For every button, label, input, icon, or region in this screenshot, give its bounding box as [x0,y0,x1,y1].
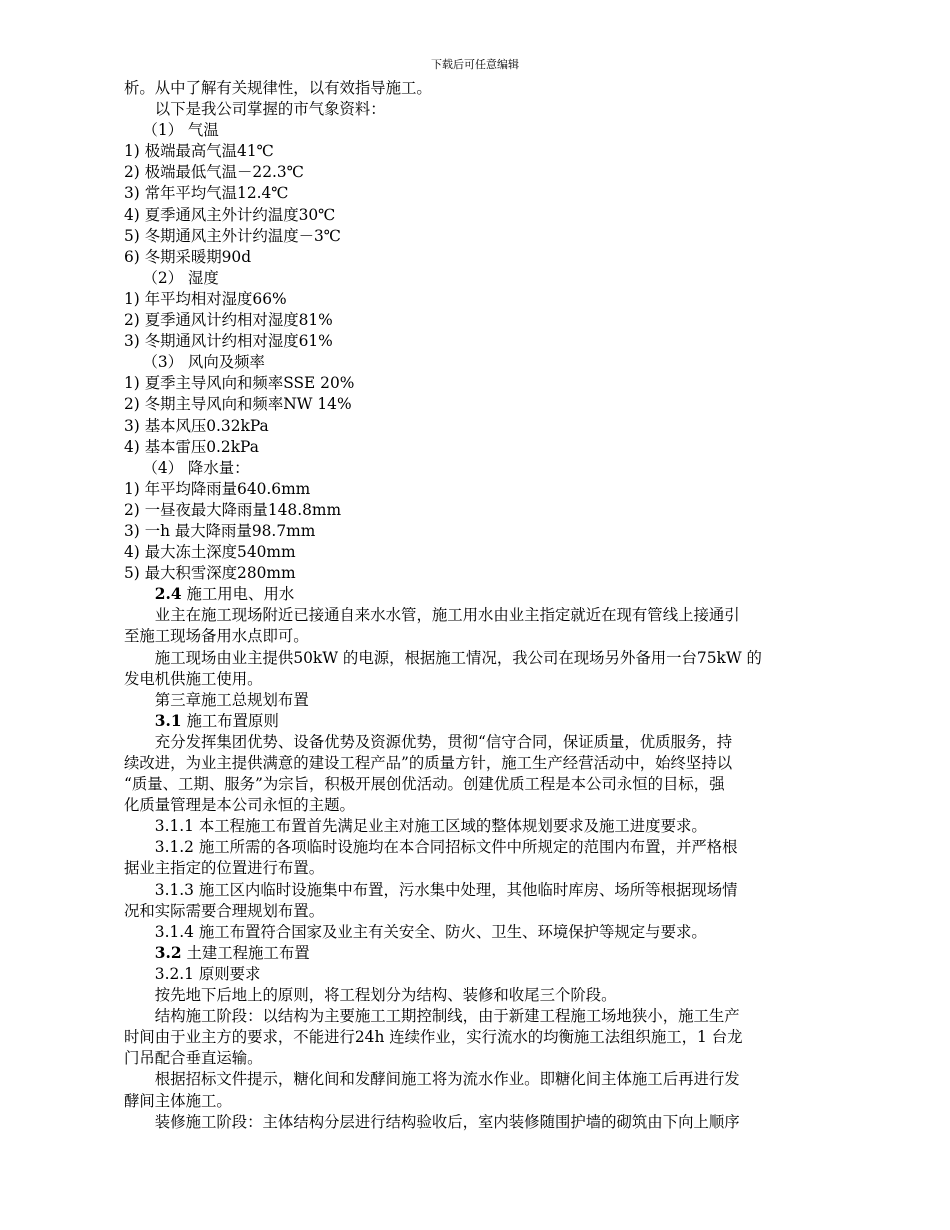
subheading: （1） 气温 [142,121,219,140]
text-line: 根据招标文件提示，糖化间和发酵间施工将为流水作业。即糖化间主体施工后再进行发 [154,1070,740,1089]
list-item: 3) 基本风压0.32kPa [124,416,269,435]
list-item: 6) 冬期采暖期90d [124,247,252,266]
list-item: 2) 一昼夜最大降雨量148.8mm [124,500,342,519]
list-item: 5) 最大积雪深度280mm [124,564,296,583]
text-line: 化质量管理是本公司永恒的主题。 [124,796,355,815]
section-heading-3-2 [124,943,872,964]
section-number: 3.1 [154,711,182,730]
text-line: 3.1.3 施工区内临时设施集中布置，污水集中处理，其他临时库房、场所等根据现场情 [154,880,738,899]
list-item: 1) 年平均降雨量640.6mm [124,479,311,498]
section-title: 土建工程施工布置 [186,943,310,962]
subsection-heading: 3.2.1 原则要求 [154,964,261,983]
text-line: 装修施工阶段：主体结构分层进行结构验收后，室内装修随围护墙的砌筑由下向上顺序 [154,1112,740,1131]
chapter-heading: 第三章施工总规划布置 [154,690,309,709]
list-item: 5) 冬期通风主外计约温度－3℃ [124,226,341,245]
subheading: （2） 湿度 [142,268,219,287]
text-line: 业主在施工现场附近已接通自来水水管，施工用水由业主指定就近在现有管线上接通引 [154,606,740,625]
text-line: 析。从中了解有关规律性，以有效指导施工。 [124,79,432,97]
list-item: 4) 夏季通风主外计约温度30℃ [124,205,336,224]
text-line: 3.1.1 本工程施工布置首先满足业主对施工区域的整体规划要求及施工进度要求。 [154,817,707,836]
text-line: 况和实际需要合理规划布置。 [124,901,325,920]
text-line: 充分发挥集团优势、设备优势及资源优势，贯彻“信守合同，保证质量，优质服务，持 [154,732,733,751]
text-line: 以下是我公司掌握的市气象资料： [154,100,386,119]
text-line: 门吊配合垂直运输。 [124,1049,263,1068]
text-line: 3.1.2 施工所需的各项临时设施均在本合同招标文件中所规定的范围内布置，并严格根 [154,838,738,857]
section-number: 2.4 [154,585,182,604]
section-title: 施工布置原则 [186,711,279,730]
list-item: 4) 基本雷压0.2kPa [124,437,259,456]
text-line: 续改进，为业主提供满意的建设工程产品”的质量方针，施工生产经营活动中，始终坚持以 [124,754,733,772]
text-line: 结构施工阶段：以结构为主要施工工期控制线，由于新建工程施工场地狭小，施工生产 [154,1007,740,1026]
list-item: 1) 极端最高气温41℃ [124,142,274,161]
text-line: 施工现场由业主提供50kW 的电源，根据施工情况，我公司在现场另外备用一台75kW 的 [154,648,762,667]
text-line: 3.1.4 施工布置符合国家及业主有关安全、防火、卫生、环境保护等规定与要求。 [154,922,707,941]
list-item: 3) 常年平均气温12.4℃ [124,184,289,203]
text-line: 至施工现场备用水点即可。 [124,627,309,646]
text-line: 按先地下后地上的原则，将工程划分为结构、装修和收尾三个阶段。 [154,986,617,1005]
text-line: 酵间主体施工。 [124,1091,232,1110]
list-item: 3) 冬期通风计约相对湿度61% [124,332,333,351]
text-line: 发电机供施工使用。 [124,669,263,688]
list-item: 3) 一h 最大降雨量98.7mm [124,521,316,540]
document-body [124,78,872,1133]
section-title: 施工用电、用水 [186,585,295,604]
text-line: “质量、工期、服务”为宗旨，积极开展创优活动。创建优质工程是本公司永恒的目标，强 [124,775,725,794]
list-item: 4) 最大冻土深度540mm [124,543,296,562]
list-item: 1) 夏季主导风向和频率SSE 20% [124,374,355,393]
list-item: 1) 年平均相对湿度66% [124,289,287,308]
subheading: （4） 降水量： [142,458,250,477]
text-line: 据业主指定的位置进行布置。 [124,859,325,878]
list-item: 2) 夏季通风计约相对湿度81% [124,311,333,330]
section-heading-2-4 [124,584,872,605]
section-heading-3-1 [124,711,872,732]
list-item: 2) 冬期主导风向和频率NW 14% [124,395,352,414]
subheading: （3） 风向及频率 [142,353,265,372]
list-item: 2) 极端最低气温－22.3℃ [124,163,304,182]
page-header: 下载后可任意编辑 [431,58,519,71]
text-line: 时间由于业主方的要求，不能进行24h 连续作业，实行流水的均衡施工法组织施工，1 台龙 [124,1028,743,1047]
section-number: 3.2 [154,943,182,962]
